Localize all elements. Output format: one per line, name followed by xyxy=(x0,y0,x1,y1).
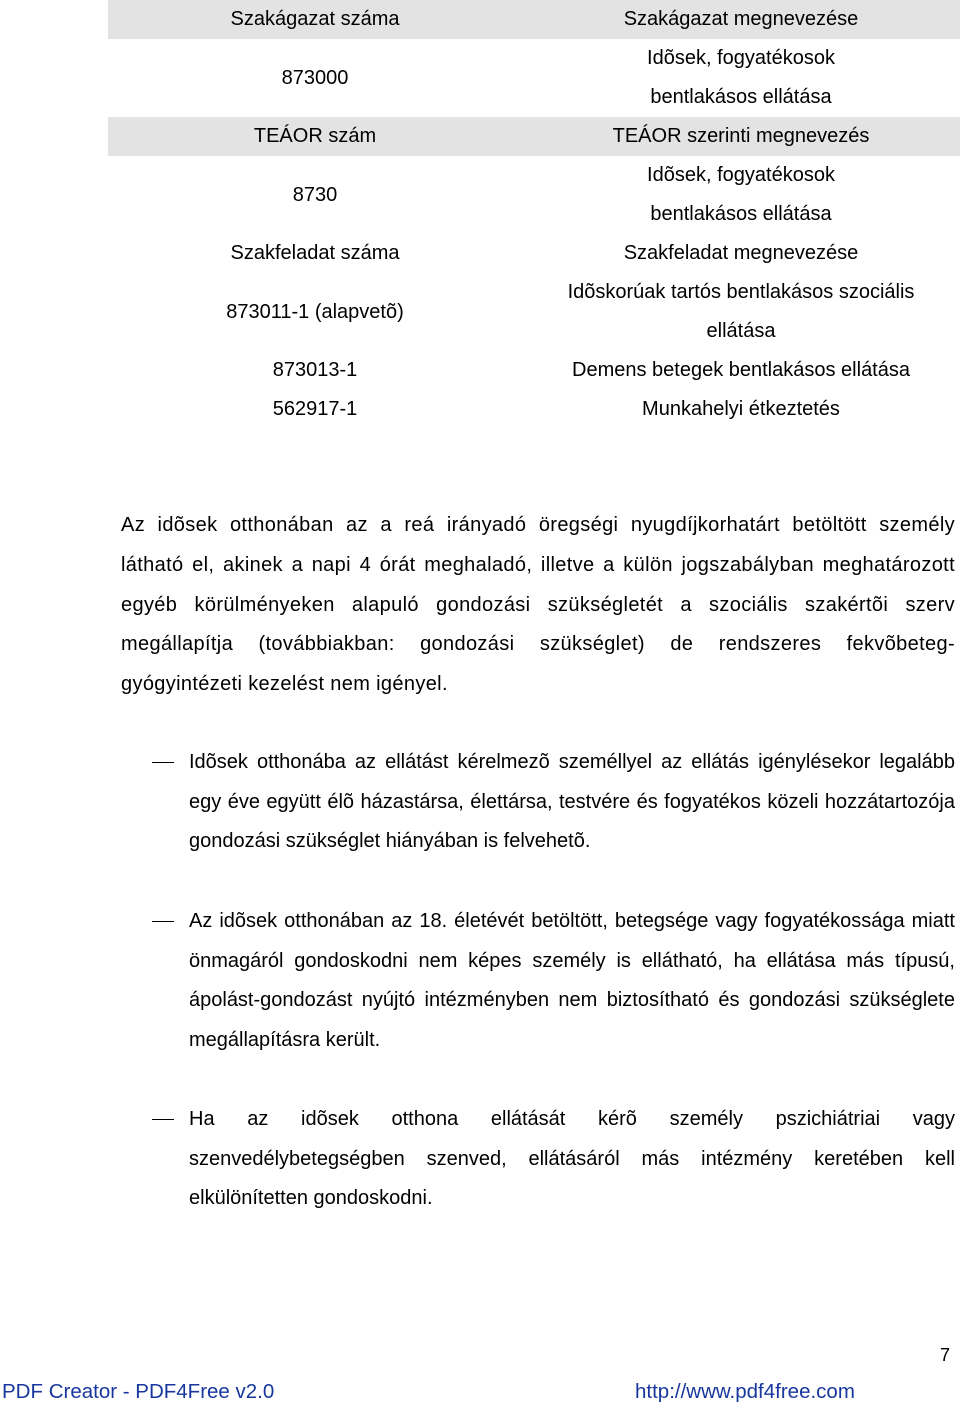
table-cell-name xyxy=(522,39,960,117)
table-row xyxy=(108,156,960,234)
table-cell-name xyxy=(522,117,960,156)
table-row xyxy=(108,390,960,429)
table-cell-line: Idõsek, fogyatékosok xyxy=(647,47,835,69)
table-cell-code: TEÁOR szám xyxy=(108,117,522,156)
table-cell-code: 873013-1 xyxy=(272,359,358,381)
bullet-text: Idõsek otthonába az ellátást kérelmezõ személlyel az ellátás igénylésekor legalább egy éve együtt élõ házastársa, élettársa, testvére és fogyatékos közeli hozzátartozója gondozási szükséglet hiányában is felvehetõ. xyxy=(189,751,955,852)
table-row xyxy=(108,234,960,273)
table-cell-name xyxy=(522,156,960,234)
bullet-text: Az idõsek otthonában az 18. életévét betöltött, betegsége vagy fogyatékossága miatt önmagáról gondoskodni nem képes személy is ellátható, ha ellátása más típusú, ápolást-gondozást nyújtó intézményben nem biztosítható és gondozási szükséglete megállapításra került. xyxy=(189,910,955,1051)
table-cell-line: Idõsek, fogyatékosok xyxy=(647,164,835,186)
dash-bullet-icon xyxy=(152,762,174,763)
bullet-item xyxy=(152,743,955,862)
table-body xyxy=(108,0,960,429)
table-row xyxy=(108,273,960,351)
table-cell-line: Szakfeladat megnevezése xyxy=(623,242,859,264)
table-cell-code: 562917-1 xyxy=(272,398,358,420)
dash-bullet-icon xyxy=(152,1119,174,1120)
table-cell-code: 8730 xyxy=(292,183,338,206)
table-cell-name xyxy=(522,390,960,429)
table-cell-code: 873000 xyxy=(281,66,349,89)
table-row xyxy=(108,39,960,117)
table-row xyxy=(108,117,960,156)
table-cell-line: Munkahelyi étkeztetés xyxy=(642,398,840,420)
table-cell-line: bentlakásos ellátása xyxy=(650,86,832,108)
footer-url-link[interactable]: http://www.pdf4free.com xyxy=(635,1380,855,1403)
bullet-item xyxy=(152,902,955,1060)
table-cell-name xyxy=(522,0,960,39)
table-cell-line: Szakágazat megnevezése xyxy=(623,8,859,30)
table-row xyxy=(108,0,960,39)
table-cell-line: TEÁOR szerinti megnevezés xyxy=(612,125,870,147)
table-cell-code: Szakágazat száma xyxy=(108,0,522,39)
footer-creator-text: PDF Creator - PDF4Free v2.0 xyxy=(2,1380,275,1403)
table-cell-line: Demens betegek bentlakásos ellátása xyxy=(572,359,910,381)
dash-bullet-icon xyxy=(152,921,174,922)
table-cell-line: ellátása xyxy=(706,320,776,342)
eligibility-paragraph: Az idõsek otthonában az a reá irányadó öregségi nyugdíjkorhatárt betöltött személy látható el, akinek a napi 4 órát meghaladó, illetve a külön jogszabályban meghatározott egyéb körülményeken alapuló gondozási szükségletét a szociális szakértõi szerv megállapítja (továbbiakban: gondozási szükséglet) de rendszeres fekvõbeteg-gyógyintézeti kezelést nem igényel. xyxy=(121,514,955,696)
bullet-text: Ha az idõsek otthona ellátását kérõ személy pszichiátriai vagy szenvedélybetegségben szenved, ellátásáról más intézmény keretében kell elkülönítetten gondoskodni. xyxy=(189,1108,955,1209)
table-cell-name xyxy=(522,273,960,351)
table-cell-name xyxy=(522,234,960,273)
table-row xyxy=(108,351,960,390)
table-cell-name xyxy=(522,351,960,390)
bullet-item xyxy=(152,1100,955,1219)
table-cell-code: 873011-1 (alapvetõ) xyxy=(226,300,404,323)
table-cell-line: Idõskorúak tartós bentlakásos szociális xyxy=(567,281,915,303)
table-cell-code: Szakfeladat száma xyxy=(230,242,400,264)
table-cell-line: bentlakásos ellátása xyxy=(650,203,832,225)
sector-code-table xyxy=(108,0,960,429)
page-number: 7 xyxy=(940,1345,951,1365)
